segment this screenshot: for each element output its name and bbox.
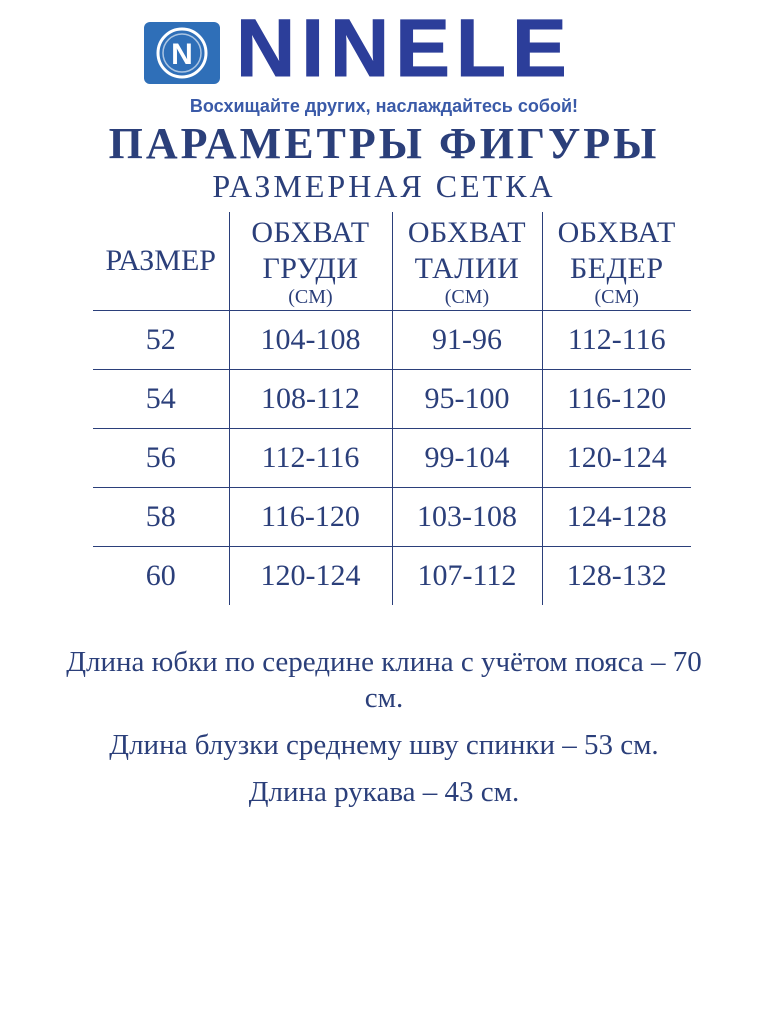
cell-chest: 112-116	[229, 429, 392, 488]
cell-size: 58	[93, 488, 229, 547]
table-row	[93, 547, 691, 606]
cell-chest: 116-120	[229, 488, 392, 547]
table-row	[93, 429, 691, 488]
header-waist-line2: ТАЛИИ	[414, 252, 520, 285]
page-subtitle: РАЗМЕРНАЯ СЕТКА	[212, 168, 556, 204]
cell-size: 56	[93, 429, 229, 488]
table-row	[93, 311, 691, 370]
header-chest-line1: ОБХВАТ	[251, 216, 370, 249]
header-size-label: РАЗМЕР	[105, 244, 216, 277]
cell-waist: 103-108	[392, 488, 542, 547]
cell-size: 60	[93, 547, 229, 606]
cell-chest: 108-112	[229, 370, 392, 429]
table-row	[93, 370, 691, 429]
cell-chest: 104-108	[229, 311, 392, 370]
measurement-notes	[60, 644, 708, 821]
header-hips-line2: БЕДЕР	[569, 252, 664, 285]
page-title: ПАРАМЕТРЫ ФИГУРЫ	[108, 119, 660, 168]
header-waist-line1: ОБХВАТ	[407, 216, 527, 249]
table-header-row	[93, 212, 691, 311]
brand-name: NINELE	[236, 3, 573, 94]
table-row	[93, 488, 691, 547]
cell-hips: 120-124	[542, 429, 691, 488]
cell-size: 52	[93, 311, 229, 370]
header-hips-unit: (СМ)	[594, 286, 639, 308]
note-blouse-length: Длина блузки среднему шву спинки – 53 см.	[109, 729, 659, 761]
cell-waist: 91-96	[392, 311, 542, 370]
cell-waist: 107-112	[392, 547, 542, 606]
cell-hips: 112-116	[542, 311, 691, 370]
cell-size: 54	[93, 370, 229, 429]
brand-slogan: Восхищайте других, наслаждайтесь собой!	[189, 96, 579, 116]
header-chest	[229, 212, 392, 311]
cell-hips: 116-120	[542, 370, 691, 429]
header-chest-line2: ГРУДИ	[262, 252, 359, 285]
brand-logo	[140, 3, 640, 94]
logo-badge-letter: N	[171, 38, 193, 71]
size-chart-table	[93, 212, 691, 605]
note-skirt-length: Длина юбки по середине клина с учётом пояса – 70 см.	[66, 646, 702, 714]
header-hips	[542, 212, 691, 311]
cell-hips: 128-132	[542, 547, 691, 606]
header-waist-unit: (СМ)	[444, 286, 490, 308]
header-chest-unit: (СМ)	[288, 286, 333, 308]
note-sleeve-length: Длина рукава – 43 см.	[248, 776, 520, 808]
header-hips-line1: ОБХВАТ	[557, 216, 676, 249]
cell-hips: 124-128	[542, 488, 691, 547]
logo-badge-icon	[144, 22, 220, 84]
cell-waist: 99-104	[392, 429, 542, 488]
header-size	[93, 212, 229, 311]
header-waist	[392, 212, 542, 311]
cell-chest: 120-124	[229, 547, 392, 606]
cell-waist: 95-100	[392, 370, 542, 429]
